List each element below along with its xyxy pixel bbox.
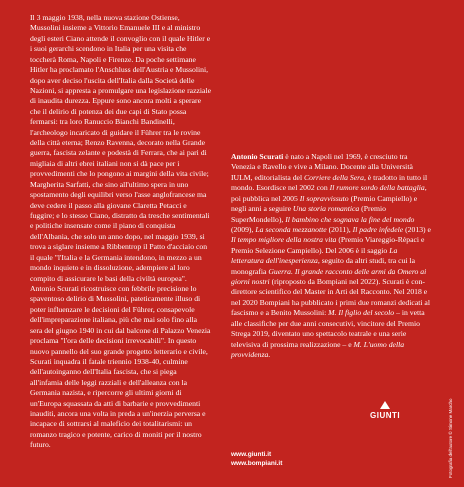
bio-italic: Il bambino che sognava la fine del mondo xyxy=(285,214,415,224)
publisher-logo xyxy=(370,401,400,420)
publisher-name: GIUNTI xyxy=(370,411,401,420)
bio-text: (2009), xyxy=(231,224,256,234)
bio-italic: Guerra. Il grande racconto delle armi da Omero ai giorni nostri xyxy=(231,266,427,287)
author-bio-paragraph xyxy=(231,152,431,360)
bio-text: , è tradotto in tutto il mondo. Esordisce nel 2002 con xyxy=(231,172,428,193)
photo-credit: Fotografia dell'autore © Simone Marcho xyxy=(448,398,453,478)
bio-text: è nato a Napoli nel 1969, è cresciuto tra Venezia e Ravello e vive a Milano. Docente alla Università IULM, editorialista del xyxy=(231,152,413,182)
bio-italic: Una storia romantica xyxy=(292,204,360,214)
author-name: Antonio Scurati xyxy=(231,152,284,161)
bio-italic: La seconda mezzanotte xyxy=(255,224,327,234)
bio-italic: M. L'uomo della provvidenza xyxy=(231,339,405,360)
bio-italic: La letteratura dell'inesperienza xyxy=(231,245,398,266)
bio-italic: Il rumore sordo della battaglia xyxy=(329,183,425,193)
bio-text: – in vetta alle classifiche per due anni consecutivi, vincitore del Premio Strega 2019, diventato uno spettacolo teatrale e una serie televisiva di prossima realizzazione – e xyxy=(231,308,425,349)
bio-text: (riproposto da Bompiani nel 2022). Scurati è con-direttore scientifico del Master in Arti del Racconto. Nel 2018 e nel 2020 Bompiani ha pubblicato i primi due romanzi dedicati al fascismo e a Benito Mussolini: xyxy=(231,277,430,318)
website-links xyxy=(231,450,282,468)
website-giunti: www.giunti.it xyxy=(231,451,272,458)
bio-text: . xyxy=(268,350,271,360)
website-bompiani: www.bompiani.it xyxy=(231,460,283,467)
bio-italic: Il tempo migliore della nostra vita xyxy=(231,235,337,245)
bio-text: (Premio Campiello) e negli anni a seguire xyxy=(231,193,418,214)
bio-text: (2013) e xyxy=(403,224,431,234)
bio-text: , seguito da altri studi, tra cui la monografia xyxy=(231,256,415,276)
bio-italic: Il sopravvissuto xyxy=(299,193,349,203)
bio-italic: Il padre infedele xyxy=(352,224,404,234)
bio-text: , poi pubblica nel 2005 xyxy=(231,183,427,203)
synopsis-column xyxy=(30,13,211,451)
giunti-logo-icon xyxy=(380,401,390,409)
author-bio xyxy=(231,152,431,360)
bio-italic: M. Il figlio del secolo xyxy=(328,308,395,318)
bio-text: (Premio Viareggio-Rèpaci e Premio Selezione Campiello). Del 2006 è il saggio xyxy=(231,235,425,255)
bio-italic: Corriere della Sera xyxy=(304,172,364,182)
bio-text: (2011), xyxy=(326,224,353,234)
bio-text: (Premio SuperMondello), xyxy=(231,204,386,224)
synopsis-paragraph-2: Antonio Scurati ricostruisce con febbrile precisione lo spaventoso delirio di Mussolini, pateticamente illuso di poter influenzare le decisioni del Führer, consapevole dell'impreparazione italiana, più che mai solo fino alla sera del giugno 1940 in cui dal balcone di Palazzo Venezia proclama "l'ora delle decisioni irrevocabili". In questo nuovo pannello del suo grande progetto letterario e civile, Scurati inquadra il fatale triennio 1938-40, culmine dell'autoinganno dell'Italia fascista, che si piega all'infamia delle leggi razziali e dell'alleanza con la Germania nazista, e ripercorre gli ultimi giorni di un'Europa squassata da atti di barbarie e provvedimenti inauditi, ancora una volta in preda a un'inerzia perversa e incapace di sottrarsi al maleficio dei totalitarismi: un romanzo tragico e potente, carico di moniti per il nostro futuro. xyxy=(30,283,211,450)
synopsis-paragraph-1: Il 3 maggio 1938, nella nuova stazione Ostiense, Mussolini insieme a Vittorio Emanuele III e al ministro degli esteri Ciano attende il convoglio con il quale Hitler e i suoi gerarchi scendono in Italia per una visita che toccherà Roma, Napoli e Firenze. Da poche settimane Hitler ha proclamato l'Anschluss dell'Austria e Mussolini, dopo aver deciso l'uscita dell'Italia dalla Società delle Nazioni, si appresta a promulgare una legislazione razziale di inaudita durezza. Eppure sono ancora molti a sperare che il delirio di potenza dei due capi di Stato possa fermarsi: tra loro Ranuccio Bianchi Bandinelli, l'archeologo incaricato di guidare il Führer tra le rovine della città eterna; Renzo Ravenna, decorato nella Grande guerra, fascista zelante e podestà di Ferrara, che ai pari di migliaia di altri ebrei italiani non si dà pace per i provvedimenti che lo pongono ai margini della vita civile; Margherita Sarfatti, che sino all'ultimo spera in uno spostamento degli equilibri verso l'asse anglofrancese ma deve cedere il passo alla giovane Claretta Petacci e fuggire; e lo stesso Ciano, distratto da tresche sentimentali e politiche insensate come il piano di conquista dell'Albania, che solo un anno dopo, nel maggio 1939, si trova a siglare insieme a Ribbentrop il Patto d'acciaio con il quale "l'Italia e la Germania intendono, in mezzo a un mondo inquieto e in dissoluzione, adempiere al loro compito di assicurare le basi della civiltà europea". xyxy=(30,13,212,283)
